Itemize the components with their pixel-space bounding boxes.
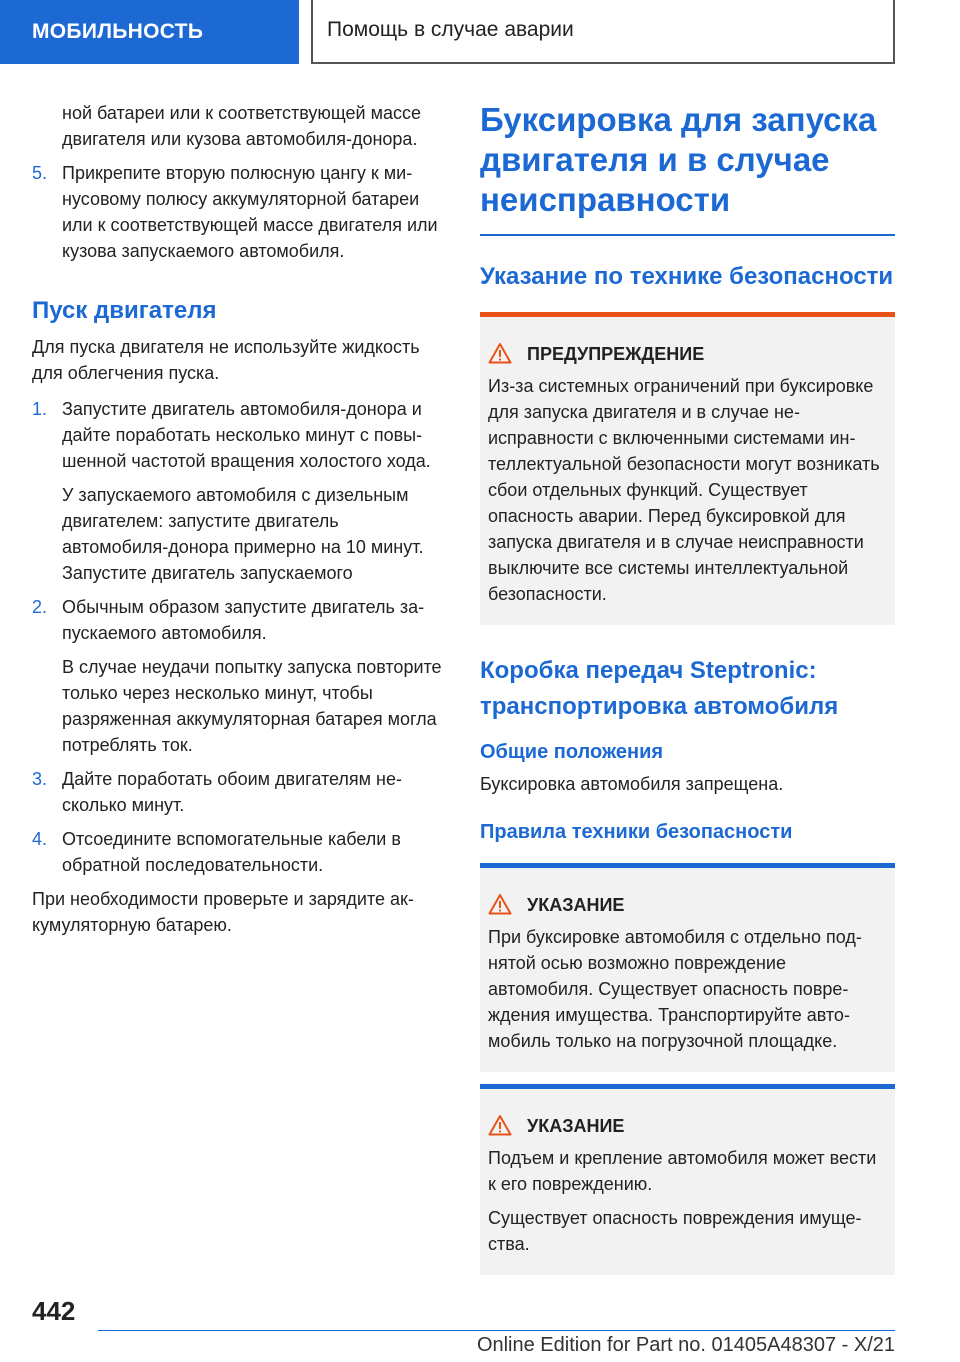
step-5 <box>32 160 448 264</box>
step-3 <box>32 766 448 818</box>
step-number: 1. <box>32 399 48 419</box>
warning-title: ПРЕДУПРЕЖДЕНИЕ <box>527 344 705 364</box>
step-number: 5. <box>32 163 48 183</box>
note-box <box>480 1089 895 1275</box>
step-number: 4. <box>32 829 48 849</box>
start-engine-intro: Для пуска двигателя не используйте жидкость для облегчения пуска. <box>32 337 420 383</box>
note-title: УКАЗАНИЕ <box>527 1116 625 1136</box>
main-heading: Буксировка для запуска двигателя и в случае неисправности <box>480 101 877 218</box>
step-text: Прикрепите вторую полюсную цангу к минусовому полюсу аккумуляторной батареи или к соответствующей массе двигателя или кузова запускаемого автомобиля. <box>62 163 438 261</box>
step-number: 2. <box>32 597 48 617</box>
heading-rule <box>480 234 895 236</box>
step-1 <box>32 396 448 474</box>
chapter-title: Помощь в случае аварии <box>311 0 895 64</box>
safety-heading: Указание по технике безопасности <box>480 263 894 290</box>
warning-triangle-icon <box>488 344 527 364</box>
caution-triangle-icon <box>488 1116 527 1136</box>
step-text: Дайте поработать обоим двигателям несколько минут. <box>62 769 402 815</box>
step-4 <box>32 826 448 878</box>
step-note: У запускаемого автомобиля с дизельным двигателем: запустите двигатель автомобиля-донора примерно на 10 минут. Запустите двигатель запускаемого <box>62 485 424 583</box>
rules-heading: Правила техники безопасности <box>480 821 793 843</box>
footer-rule <box>98 1330 895 1331</box>
closing-text: При необходимости проверьте и зарядите аккумуляторную батарею. <box>32 889 414 935</box>
page-number: 442 <box>32 1296 76 1326</box>
step-number: 3. <box>32 769 48 789</box>
step-text: Обычным образом запустите двигатель запускаемого автомобиля. <box>62 597 425 643</box>
step-note: В случае неудачи попытку запуска повторите только через несколько минут, чтобы разряженная аккумуляторная батарея могла потреблять ток. <box>62 657 442 755</box>
general-heading: Общие положения <box>480 741 664 763</box>
left-column <box>32 100 448 938</box>
step-text: Отсоедините вспомогательные кабели в обратной последовательности. <box>62 829 401 875</box>
note-title: УКАЗАНИЕ <box>527 895 625 915</box>
note-box <box>480 868 895 1072</box>
note-text: При буксировке автомобиля с отдельно поднятой осью возможно повреждение автомобиля. Существует опасность повреждения имущества. Транспортируйте автомобиль только на погрузочной площадке. <box>488 927 862 1051</box>
page-header <box>0 0 896 64</box>
general-text: Буксировка автомобиля запрещена. <box>480 774 784 794</box>
start-engine-heading: Пуск двигателя <box>32 297 217 324</box>
caution-triangle-icon <box>488 895 527 915</box>
section-tab: МОБИЛЬНОСТЬ <box>0 0 299 64</box>
intro-continuation: ной батареи или к соответствующей массе двигателя или кузова автомобиля-донора. <box>62 103 422 149</box>
warning-box <box>480 317 895 625</box>
step-text: Запустите двигатель автомобиля-донора и дайте поработать несколько минут с повышенной частотой вращения холостого хода. <box>62 399 431 471</box>
warning-notice <box>480 312 895 625</box>
note-1 <box>480 863 895 1072</box>
gearbox-heading: Коробка передач Steptronic: транспортировка автомобиля <box>480 657 839 720</box>
note-text: Подъем и крепление автомобиля может вести к его повреждению. <box>488 1148 877 1194</box>
step-2 <box>32 594 448 646</box>
edition-footer: Online Edition for Part no. 01405A48307 - X/21 <box>476 1334 895 1356</box>
warning-text: Из-за системных ограничений при буксировке для запуска двигателя и в случае неисправности с включенными системами интеллектуальной безопасности могут возникать сбои отдельных функций. Существует опасность аварии. Перед буксировкой для запуска двигателя и в случае неисправности выключите все системы интеллектуальной безопасности. <box>488 376 880 604</box>
right-column <box>480 100 895 1275</box>
note-2 <box>480 1084 895 1275</box>
note-text: Существует опасность повреждения имущества. <box>488 1208 862 1254</box>
